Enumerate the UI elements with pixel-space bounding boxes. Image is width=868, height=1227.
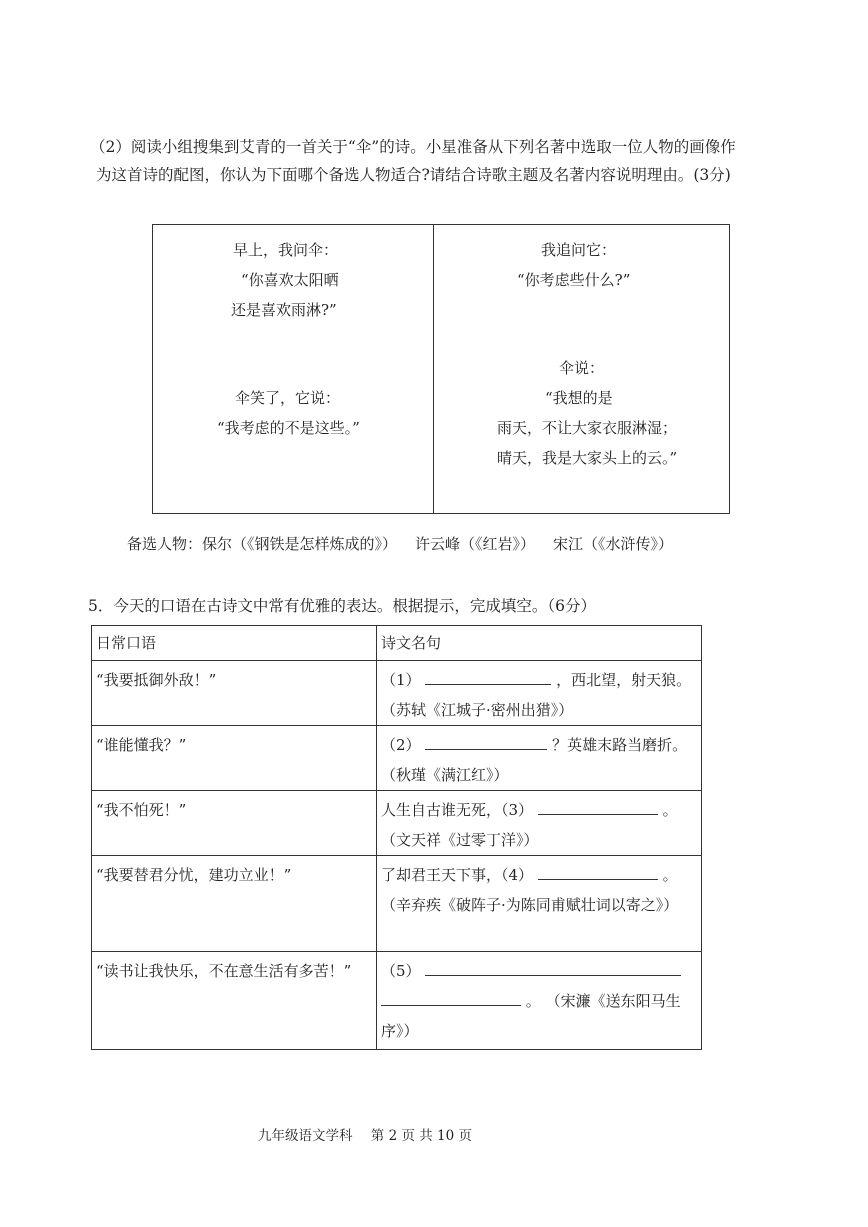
source-citation: （苏轼《江城子·密州出猎》）: [381, 701, 574, 719]
fill-in-table: [91, 625, 702, 1050]
poem-line: 早上，我问伞：: [233, 241, 339, 259]
answer-blank-4[interactable]: [538, 861, 658, 880]
line-suffix: ，西北望，射天狼。: [556, 671, 692, 689]
table-row: [92, 726, 702, 791]
poem-box: [152, 224, 730, 514]
line-prefix: 人生自古谁无死，（3）: [381, 801, 534, 819]
poem-right-column: [435, 225, 731, 513]
candidate-item: 宋江（《水浒传》）: [553, 535, 674, 553]
line-suffix: 。: [662, 801, 678, 819]
line-prefix: （2）: [381, 736, 421, 754]
poem-line: 雨天，不让大家衣服淋湿；: [497, 419, 678, 437]
poem-cell: [377, 661, 702, 726]
question-5-title: 5．今天的口语在古诗文中常有优雅的表达。根据提示，完成填空。（6分）: [88, 597, 596, 615]
header-oral: 日常口语: [92, 626, 377, 661]
line-prefix: （1）: [381, 671, 421, 689]
table-header-row: [92, 626, 702, 661]
poem-cell: [377, 726, 702, 791]
poem-line: 我追问它：: [541, 241, 617, 259]
answer-blank-2[interactable]: [425, 731, 547, 750]
answer-blank-3[interactable]: [538, 796, 658, 815]
source-citation: （辛弃疾《破阵子·为陈同甫赋壮词以寄之》）: [381, 896, 679, 914]
table-row: [92, 661, 702, 726]
question-2-line-1: （2）阅读小组搜集到艾青的一首关于“伞”的诗。小星准备从下列名著中选取一位人物的画像作: [90, 138, 736, 156]
poem-line: 伞笑了，它说：: [235, 389, 341, 407]
question-2: [90, 133, 790, 189]
answer-blank-1[interactable]: [425, 666, 551, 685]
oral-cell: “谁能懂我？”: [92, 726, 377, 791]
poem-cell: [377, 856, 702, 952]
line-suffix: 。: [662, 866, 678, 884]
poem-divider: [433, 225, 434, 513]
candidate-item: 许云峰（《红岩》）: [415, 535, 536, 553]
poem-line: 还是喜欢雨淋?”: [231, 301, 337, 319]
candidates-label: 备选人物：: [127, 535, 203, 553]
source-citation: （文天祥《过零丁洋》）: [381, 831, 539, 849]
line-prefix: 了却君王天下事，（4）: [381, 866, 534, 884]
oral-cell: “读书让我快乐，不在意生活有多苦！”: [92, 952, 377, 1050]
poem-line: “你喜欢太阳晒: [241, 271, 339, 289]
poem-line: “我想的是: [545, 389, 613, 407]
oral-cell: “我不怕死！”: [92, 791, 377, 856]
page-footer: [258, 1124, 486, 1144]
oral-cell: “我要抵御外敌！”: [92, 661, 377, 726]
source-citation: （宋濂《送东阳马生序》）: [381, 992, 681, 1040]
question-2-line-2: 为这首诗的配图，你认为下面哪个备选人物适合?请结合诗歌主题及名著内容说明理由。(3分): [96, 166, 731, 184]
poem-cell: [377, 952, 702, 1050]
poem-line: “你考虑些什么?”: [517, 271, 631, 289]
candidate-item: 保尔（《钢铁是怎样炼成的》）: [202, 535, 398, 553]
line-suffix: ？英雄末路当磨折。: [552, 736, 688, 754]
header-poem: 诗文名句: [377, 626, 702, 661]
candidate-characters: [127, 533, 691, 554]
footer-subject: 九年级语文学科: [258, 1128, 353, 1144]
oral-cell: “我要替君分忧，建功立业！”: [92, 856, 377, 952]
line-prefix: （5）: [381, 962, 421, 980]
table-row: [92, 952, 702, 1050]
source-citation: （秋瑾《满江红》）: [381, 766, 509, 784]
answer-blank-5a[interactable]: [425, 957, 681, 976]
poem-left-column: [153, 225, 433, 513]
poem-cell: [377, 791, 702, 856]
table-row: [92, 856, 702, 952]
answer-blank-5b[interactable]: [381, 987, 521, 1006]
poem-line: 晴天，我是大家头上的云。”: [497, 449, 678, 467]
poem-line: 伞说：: [559, 359, 605, 377]
table-row: [92, 791, 702, 856]
poem-line: “我考虑的不是这些。”: [217, 419, 360, 437]
line-suffix: 。: [525, 992, 541, 1010]
footer-page-number: 第 2 页 共 10 页: [370, 1128, 473, 1144]
